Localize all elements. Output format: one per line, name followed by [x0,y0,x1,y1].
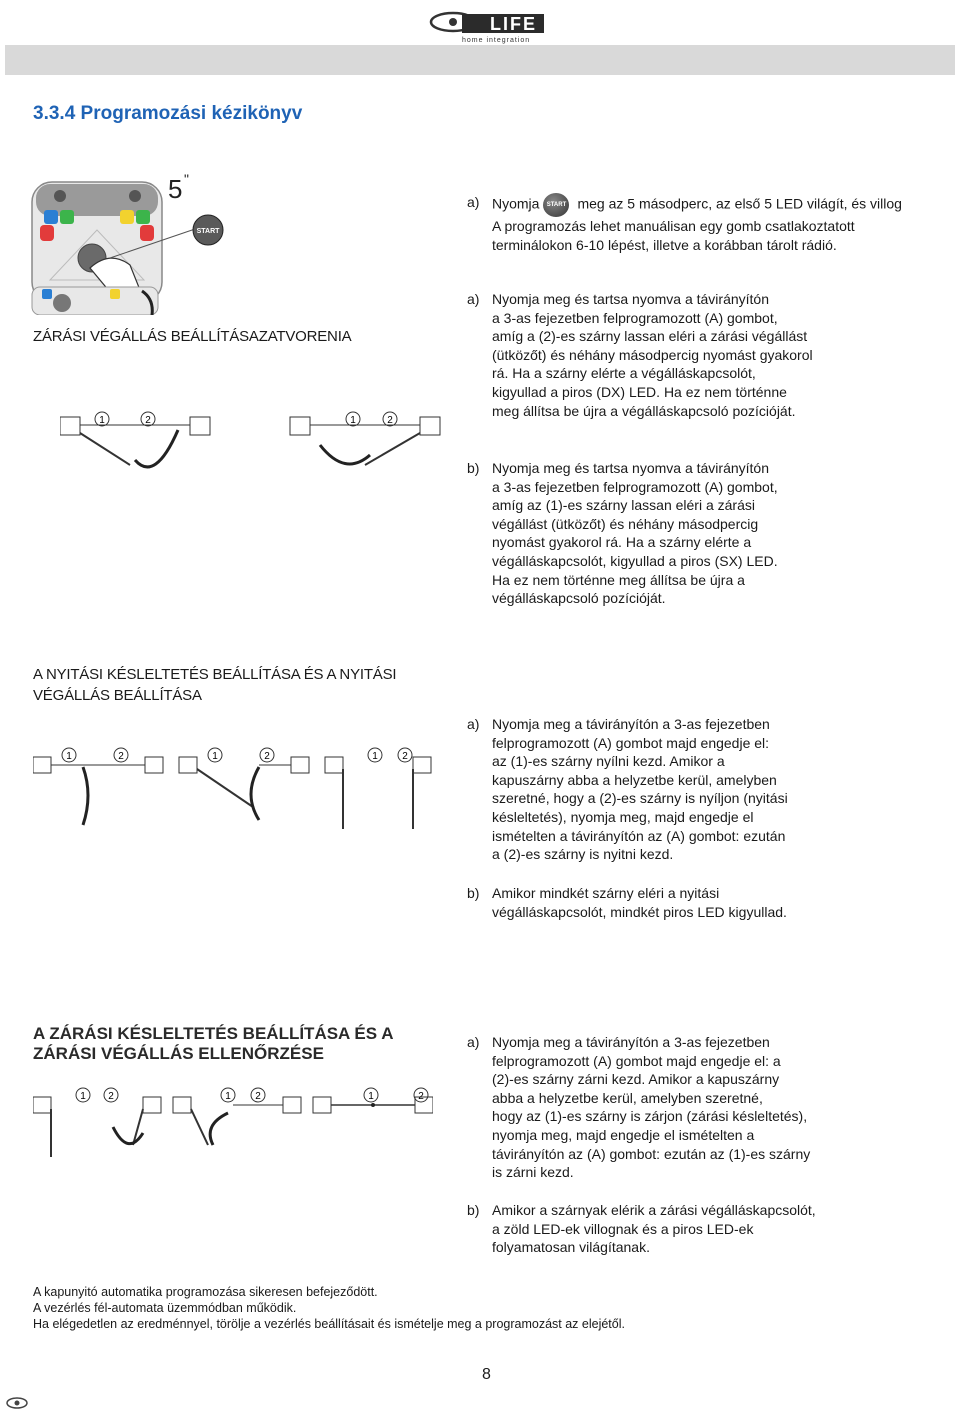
page-title: 3.3.4 Programozási kézikönyv [33,103,303,124]
leaf-1-label: 1 [80,1091,86,1102]
leaf-2-label: 2 [118,751,124,762]
leaf-1-label: 1 [99,415,105,426]
leaf-1-label: 1 [66,751,72,762]
leaf-2-label: 2 [387,415,393,426]
gate-closing-figure [60,405,460,475]
corner-logo-icon [6,1392,28,1414]
footer-note: A kapunyitó automatika programozása sikeresen befejeződött. A vezérlés fél-automata üzemmódban működik. Ha elégedetlen az eredménnyel, törölje a vezérlés beállításait és ismételje meg a programozást az elejétől. [33,1285,625,1331]
section-heading-closing-delay: A ZÁRÁSI KÉSLELTETÉS BEÁLLÍTÁSA ÉS A ZÁRÁSI VÉGÁLLÁS ELLENŐRZÉSE [33,1024,394,1063]
leaf-1-label: 1 [372,751,378,762]
leaf-1-label: 1 [350,415,356,426]
leaf-2-label: 2 [264,751,270,762]
leaf-2-label: 2 [145,415,151,426]
gate-closing-delay-figure [33,1085,433,1160]
svg-text:START: START [196,228,220,235]
seconds-label: 5 [168,174,183,204]
remote-control-detail [30,285,160,315]
header-bar [5,45,955,75]
leaf-1-label: 1 [225,1091,231,1102]
svg-text:LIFE: LIFE [490,14,537,34]
leaf-2-label: 2 [255,1091,261,1102]
svg-text:": " [184,171,189,187]
leaf-1-label: 1 [212,751,218,762]
remote-control-figure [30,170,230,300]
start-button-icon: START [543,193,569,217]
gate-opening-figure [33,745,433,830]
brand-logo [428,4,548,44]
page-number: 8 [482,1366,491,1383]
section-heading-opening-delay: A NYITÁSI KÉSLELTETÉS BEÁLLÍTÁSA ÉS A NYITÁSI VÉGÁLLÁS BEÁLLÍTÁSA [33,666,397,704]
leaf-2-label: 2 [418,1091,424,1102]
leaf-2-label: 2 [108,1091,114,1102]
leaf-1-label: 1 [368,1091,374,1102]
svg-text:home integration: home integration [462,37,531,44]
leaf-2-label: 2 [402,751,408,762]
section-heading-closing-limit: ZÁRÁSI VÉGÁLLÁS BEÁLLÍTÁSAZATVORENIA [33,328,352,345]
